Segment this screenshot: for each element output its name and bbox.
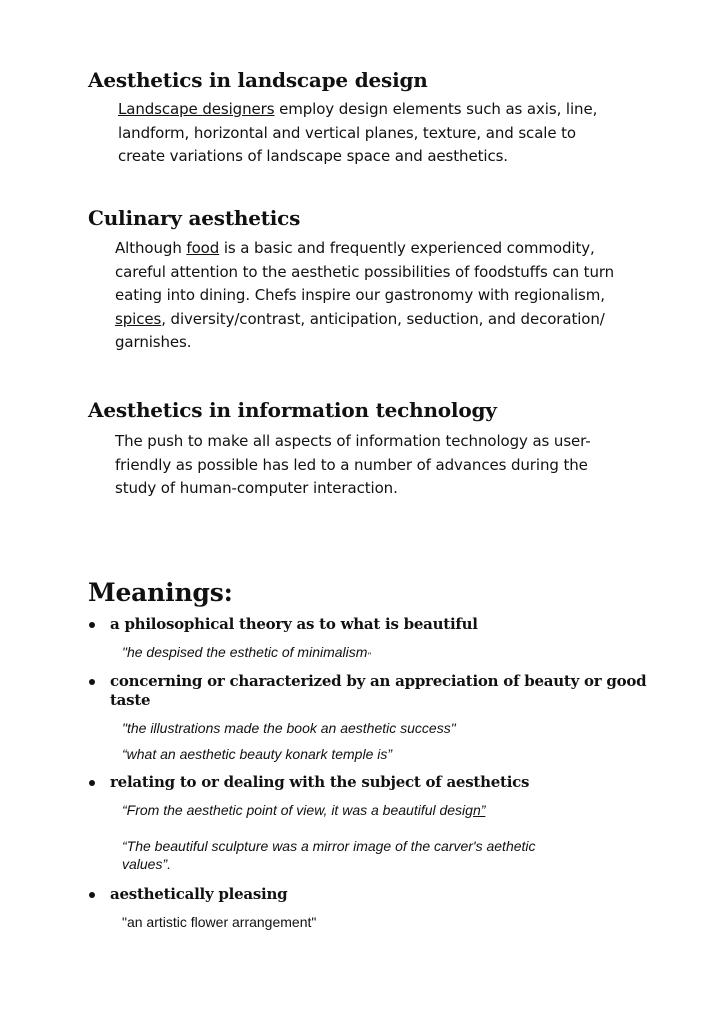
example-text: “From the aesthetic point of view, it was a beautiful desig bbox=[122, 802, 473, 818]
section-heading-landscape: Aesthetics in landscape design bbox=[88, 68, 428, 92]
definition-1: a philosophical theory as to what is beautiful bbox=[110, 615, 478, 633]
bullet-icon bbox=[89, 892, 95, 898]
bullet-icon bbox=[89, 622, 95, 628]
example-underlined-text: n” bbox=[472, 802, 486, 818]
bullet-icon bbox=[89, 679, 95, 685]
section-heading-information-technology: Aesthetics in information technology bbox=[88, 398, 497, 422]
paragraph-line: The push to make all aspects of information technology as user- bbox=[115, 432, 591, 450]
example-2-1: "the illustrations made the book an aesthetic success" bbox=[122, 720, 456, 736]
paragraph-landscape bbox=[118, 98, 597, 169]
example-2-2: “what an aesthetic beauty konark temple is” bbox=[122, 746, 393, 762]
landscape-designers-link[interactable]: Landscape designers bbox=[118, 100, 275, 118]
definition-2-line-1: concerning or characterized by an appreciation of beauty or good bbox=[110, 672, 647, 690]
paragraph-culinary bbox=[115, 237, 614, 355]
paragraph-line: careful attention to the aesthetic possibilities of foodstuffs can turn bbox=[115, 262, 615, 281]
paragraph-line: garnishes. bbox=[115, 333, 192, 351]
paragraph-line: create variations of landscape space and aesthetics. bbox=[118, 147, 508, 165]
paragraph-line bbox=[118, 98, 597, 122]
line-text: employ design elements such as axis, line, bbox=[274, 100, 598, 118]
meanings-heading: Meanings: bbox=[88, 578, 233, 607]
example-4-1: "an artistic flower arrangement" bbox=[122, 914, 317, 930]
food-link[interactable]: food bbox=[186, 239, 220, 257]
section-heading-culinary: Culinary aesthetics bbox=[88, 206, 301, 230]
paragraph-line: landform, horizontal and vertical planes, texture, and scale to bbox=[118, 123, 577, 142]
example-3-3: values”. bbox=[122, 856, 172, 872]
paragraph-line: study of human-computer interaction. bbox=[115, 479, 398, 497]
paragraph-line bbox=[115, 237, 614, 261]
definition-2-line-2: taste bbox=[110, 691, 151, 709]
line-text: , diversity/contrast, anticipation, seduction, and decoration/ bbox=[161, 309, 605, 328]
example-quote-mark: " bbox=[367, 651, 371, 661]
example-3-2: “The beautiful sculpture was a mirror image of the carver's aethetic bbox=[122, 838, 536, 854]
example-3-1 bbox=[122, 801, 485, 819]
example-text: "he despised the esthetic of minimalism bbox=[122, 644, 368, 660]
bullet-icon bbox=[89, 780, 95, 786]
paragraph-line bbox=[115, 308, 614, 332]
line-text: is a basic and frequently experienced commodity, bbox=[219, 239, 595, 257]
paragraph-information-technology bbox=[115, 430, 591, 501]
definition-4: aesthetically pleasing bbox=[110, 885, 288, 903]
example-1-1 bbox=[122, 643, 371, 665]
line-text: Although bbox=[115, 239, 187, 257]
spices-link[interactable]: spices bbox=[115, 309, 162, 328]
paragraph-line: eating into dining. Chefs inspire our gastronomy with regionalism, bbox=[115, 286, 605, 304]
definition-3: relating to or dealing with the subject of aesthetics bbox=[110, 773, 530, 791]
paragraph-line: friendly as possible has led to a number of advances during the bbox=[115, 455, 588, 474]
